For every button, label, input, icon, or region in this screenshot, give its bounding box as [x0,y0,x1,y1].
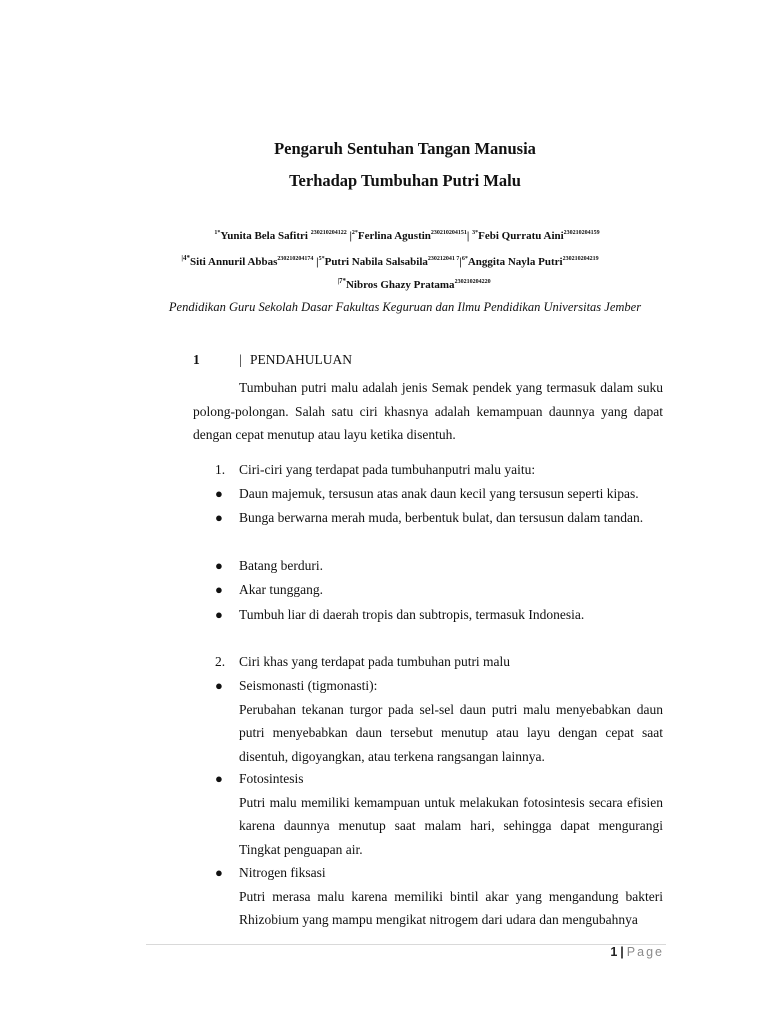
author-id: 230210204220 [454,279,491,285]
author-separator: | [313,256,319,268]
intro-paragraph: Tumbuhan putri malu adalah jenis Semak pendek yang termasuk dalam suku polong-polongan. Salah satu ciri khasnya adalah kemampuan daunnya yang dapat dengan cepat menutup atau layu ketika disentuh. [193,380,663,442]
list-item [193,458,663,482]
bullet-body: Putri malu memiliki kemampuan untuk melakukan fotosintesis secara efisien karena daunnya menutup saat malam hari, sehingga dapat mengurangi Tingkat penguapan air. [239,794,663,857]
affiliation: Pendidikan Guru Sekolah Dasar Fakultas Keguruan dan Ilmu Pendidikan Universitas Jember [168,300,642,314]
author-marker: 5* [318,256,325,262]
author-line-2 [6,254,768,268]
bullet-text: Daun majemuk, tersusun atas anak daun kecil yang tersusun seperti kipas. [239,486,639,501]
list-item [193,767,663,861]
footer-separator: | [620,945,624,959]
list-item [193,650,663,674]
author-line-1 [23,230,768,242]
bullet-label: Fotosintesis [239,771,304,786]
section-separator: | [239,352,242,367]
bullet-icon: ● [215,607,223,622]
footer-divider [146,944,666,945]
bullet-text: Batang berduri. [239,558,323,573]
bullet-body: Perubahan tekanan turgor pada sel-sel daun putri malu menyebabkan daun putri menyebabkan daun tersebut menutup atau layu dengan cepat saat disentuh, digoyangkan, atau terkena rangsangan lainnya. [239,701,663,764]
author-id: 230210204151 [430,230,467,236]
author-separator: | [466,230,473,242]
author-marker: 2* [351,230,358,236]
author-name: Ferlina Agustin [357,230,431,242]
author-marker: 3* [472,230,479,236]
bullet-icon: ● [215,558,223,573]
author-separator: | [346,230,352,242]
list-item [193,554,663,578]
list-item [193,603,663,627]
document-title-line-1: Pengaruh Sentuhan Tangan Manusia [274,139,536,158]
author-id: 230210204159 [563,230,600,236]
author-id: 230212041 7 [427,256,460,262]
list-heading: Ciri-ciri yang terdapat pada tumbuhanputri malu yaitu: [239,462,536,477]
author-name: Nibros Ghazy Pratama [345,279,455,291]
author-id: 230210204219 [562,256,599,262]
author-marker: |7* [337,277,346,285]
bullet-label: Seismonasti (tigmonasti): [239,678,378,693]
bullet-label: Nitrogen fiksasi [239,865,326,880]
author-name: Yunita Bela Safitri [220,230,311,242]
list-number: 1. [215,462,226,477]
page-number: 1 [610,945,618,959]
list-item [193,674,663,768]
author-name: Putri Nabila Salsabila [324,256,428,268]
page-footer [610,945,664,959]
list-item [193,482,663,506]
author-line-3 [30,277,768,291]
page-label: Page [626,945,664,959]
list-number: 2. [215,654,226,669]
list-heading: Ciri khas yang terdapat pada tumbuhan putri malu [239,654,511,669]
author-name: Siti Annuril Abbas [189,256,278,268]
bullet-icon: ● [215,486,223,501]
bullet-icon: ● [215,510,223,525]
list-item [193,506,663,530]
author-name: Anggita Nayla Putri [467,256,563,268]
bullet-text: Akar tunggang. [239,582,323,597]
author-marker: |4* [181,254,190,262]
author-separator: | [459,256,462,268]
section-name: PENDAHULUAN [250,352,352,367]
author-marker: 1* [214,230,221,236]
bullet-text: Tumbuh liar di daerah tropis dan subtropis, termasuk Indonesia. [239,607,585,622]
author-marker: 6* [461,256,468,262]
list-item [193,861,663,932]
bullet-body: Putri merasa malu karena memiliki bintil akar yang mengandung bakteri Rhizobium yang mampu mengikat nitrogem dari udara dan mengubahnya [239,888,663,927]
bullet-icon: ● [215,582,223,597]
document-title-line-2: Terhadap Tumbuhan Putri Malu [289,171,521,190]
author-name: Febi Qurratu Aini [478,230,564,242]
list-item [193,578,663,602]
author-id: 230210204122 [310,230,347,236]
bullet-text: Bunga berwarna merah muda, berbentuk bulat, dan tersusun dalam tandan. [239,510,644,525]
bullet-icon: ● [215,678,223,693]
author-id: 230210204174 [277,256,314,262]
bullet-icon: ● [215,771,223,786]
section-number: 1 [193,352,200,367]
bullet-icon: ● [215,865,223,880]
